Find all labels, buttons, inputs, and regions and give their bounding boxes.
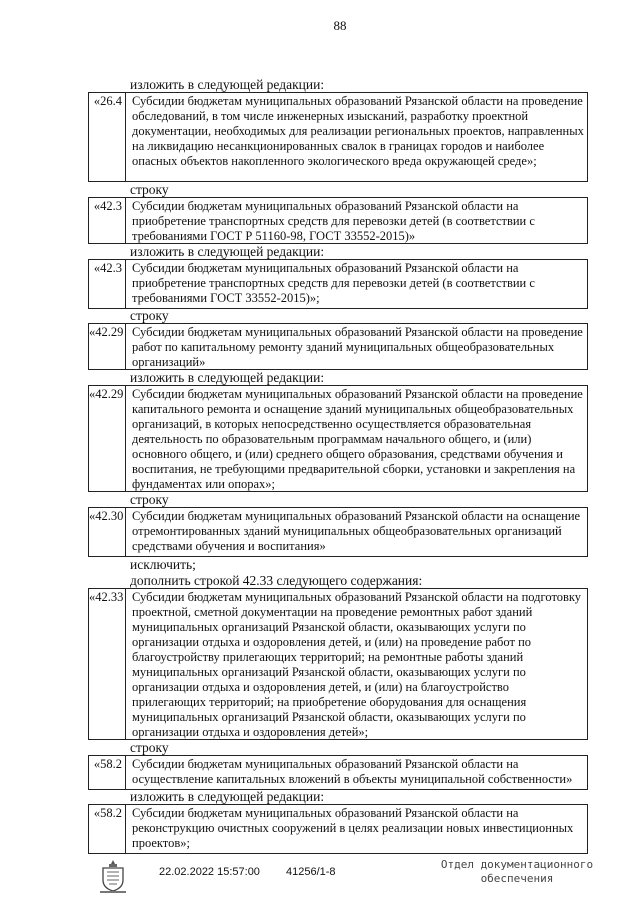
table-row — [88, 385, 588, 492]
document-number: 41256/1-8 — [286, 866, 336, 878]
instruction-text: исключить; — [130, 557, 196, 572]
table-row — [88, 323, 588, 370]
row-text: Субсидии бюджетам муниципальных образований Рязанской области на приобретение транспортных средств для перевозки детей (в соответствии с требованиями ГОСТ 33552-2015)»; — [132, 261, 535, 305]
table-row — [88, 755, 588, 790]
row-text: Субсидии бюджетам муниципальных образований Рязанской области на приобретение транспортных средств для перевозки детей (в соответствии с требованиями ГОСТ Р 51160-98, ГОСТ 33552-2015)» — [132, 199, 535, 243]
table-row — [88, 588, 588, 740]
page-footer — [0, 858, 640, 898]
row-text: Субсидии бюджетам муниципальных образований Рязанской области на осуществление капитальных вложений в объекты муниципальной собственности» — [132, 757, 573, 786]
row-text: Субсидии бюджетам муниципальных образований Рязанской области на оснащение отремонтированных зданий муниципальных общеобразовательных организаций средствами обучения и воспитания» — [132, 509, 581, 553]
row-code: «42.3 — [89, 198, 126, 243]
row-code: «42.29 — [89, 386, 126, 491]
row-code: «42.33 — [89, 589, 126, 739]
signature-datetime: 22.02.2022 15:57:00 — [159, 866, 260, 878]
row-text: Субсидии бюджетам муниципальных образований Рязанской области на проведение работ по капитальному ремонту зданий муниципальных общеобразовательных организаций» — [132, 325, 583, 369]
instruction-text: дополнить строкой 42.33 следующего содержания: — [130, 573, 423, 588]
coat-of-arms-icon — [98, 858, 128, 894]
row-code: «26.4 — [89, 93, 126, 181]
instruction-text: изложить в следующей редакции: — [130, 244, 325, 259]
instruction-text: изложить в следующей редакции: — [130, 370, 325, 385]
instruction-text: изложить в следующей редакции: — [130, 789, 325, 804]
row-text: Субсидии бюджетам муниципальных образований Рязанской области на подготовку проектной, сметной документации на проведение ремонтных работ зданий муниципальных организаций Рязанской области, оказывающих услуги по организации отдыха и оздоровления детей, и (или) на проведение работ по благоустройству прилегающих территорий; на ремонтные работы зданий муниципальных организаций Рязанской области, оказывающих услуги по организации отдыха и оздоровления детей, и (или) на благоустройство прилегающих территорий; на приобретение оборудования для оснащения муниципальных организаций Рязанской области, оказывающих услуги по организации отдыха и оздоровления детей»; — [132, 590, 582, 739]
table-row — [88, 259, 588, 309]
instruction-text: изложить в следующей редакции: — [130, 77, 325, 92]
row-code: «58.2 — [89, 756, 126, 789]
instruction-text: строку — [130, 182, 169, 197]
page-number: 88 — [333, 18, 347, 33]
department-line-1: Отдел документационного — [440, 858, 594, 871]
row-code: «42.3 — [89, 260, 126, 308]
instruction-text: строку — [130, 308, 169, 323]
row-code: «58.2 — [89, 805, 126, 853]
instruction-text: строку — [130, 740, 169, 755]
row-text: Субсидии бюджетам муниципальных образований Рязанской области на реконструкцию очистных сооружений в целях реализации новых инвестиционных проектов»; — [132, 806, 574, 850]
row-text: Субсидии бюджетам муниципальных образований Рязанской области на проведение обследований, в том числе инженерных изысканий, разработку проектной документации, необходимых для реализации региональных проектов, направленных на ликвидацию несанкционированных свалок в границах городов и наиболее опасных объектов накопленного экологического вреда окружающей среде»; — [132, 94, 584, 168]
department-stamp — [432, 858, 602, 886]
row-code: «42.30 — [89, 508, 126, 556]
table-row — [88, 804, 588, 854]
table-row — [88, 507, 588, 557]
row-code: «42.29 — [89, 324, 126, 369]
table-row — [88, 197, 588, 244]
table-row — [88, 92, 588, 182]
instruction-text: строку — [130, 492, 169, 507]
row-text: Субсидии бюджетам муниципальных образований Рязанской области на проведение капитального ремонта и оснащение зданий муниципальных общеобразовательных организаций, в которых непосредственно осуществляется образовательная деятельность по образовательным программам начального общего, и (или) основного общего, и (или) среднего общего образования, средствами обучения и воспитания, не требующими предварительной сборки, установки и закрепления на фундаментах или опорах»; — [132, 387, 583, 491]
department-line-2: обеспечения — [480, 872, 554, 885]
